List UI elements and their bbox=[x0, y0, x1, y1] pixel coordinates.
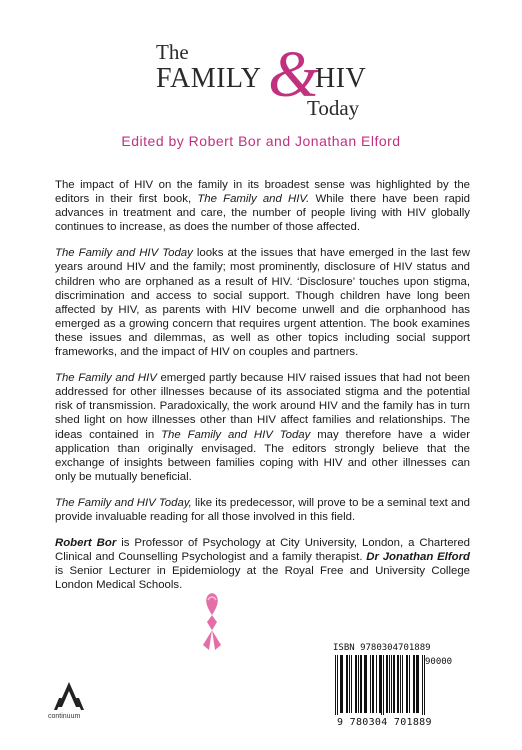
ean-digits: 9 780304 701889 bbox=[337, 717, 432, 728]
barcode-bar bbox=[342, 655, 343, 713]
barcode-bar bbox=[346, 655, 348, 713]
blurb-paragraph-2 bbox=[55, 246, 470, 359]
barcode-bar bbox=[402, 655, 403, 713]
book-title-italic: The Family and HIV Today, bbox=[55, 496, 192, 509]
barcode-bar bbox=[422, 655, 423, 715]
author-bios bbox=[55, 536, 470, 592]
text-run: is Senior Lecturer in Epidemiology at the Royal Free and University College London Medical Schools. bbox=[55, 565, 470, 592]
barcode-bar bbox=[372, 655, 374, 713]
barcode-bar bbox=[358, 655, 359, 713]
text-run: like its predecessor, will prove to be a seminal text and provide invaluable reading for all those involved in this field. bbox=[55, 496, 470, 523]
title-family: FAMILY bbox=[156, 63, 262, 94]
text-run: emerged partly because HIV raised issues that had not been addressed for other illnesses because of its associated stigma and the potential risk of transmission. Paradoxically, the work around HIV and the family has in turn shed light on how illnesses other than HIV affect families and relationships. The ideas contained in bbox=[55, 372, 471, 441]
barcode-bar bbox=[381, 655, 382, 715]
barcode-bar bbox=[364, 655, 366, 713]
barcode bbox=[333, 643, 467, 731]
cover-title bbox=[0, 40, 522, 125]
price-code: 90000 bbox=[425, 657, 453, 667]
book-title-italic: The Family and HIV bbox=[55, 372, 157, 385]
awareness-ribbon-icon bbox=[186, 588, 238, 658]
barcode-bar bbox=[379, 655, 381, 713]
barcode-bar bbox=[400, 655, 401, 713]
book-title-italic: The Family and HIV Today bbox=[161, 428, 311, 441]
barcode-bar bbox=[340, 655, 342, 713]
continuum-logo-icon bbox=[52, 680, 86, 712]
title-today: Today bbox=[307, 96, 360, 120]
barcode-bar bbox=[397, 655, 399, 713]
blurb-paragraph-4 bbox=[55, 496, 470, 524]
barcode-bar bbox=[416, 655, 418, 713]
barcode-bar bbox=[409, 655, 410, 713]
barcode-bar bbox=[360, 655, 362, 713]
barcode-bar bbox=[351, 655, 352, 713]
barcode-bar bbox=[335, 655, 336, 715]
barcode-bar bbox=[391, 655, 392, 713]
editors-line: Edited by Robert Bor and Jonathan Elford bbox=[121, 133, 401, 149]
title-hiv: HIV bbox=[315, 63, 367, 94]
barcode-bar bbox=[376, 655, 377, 713]
barcode-bar bbox=[393, 655, 395, 713]
blurb-paragraph-1 bbox=[55, 178, 470, 234]
barcode-bar bbox=[383, 655, 384, 715]
barcode-bar bbox=[389, 655, 390, 713]
blurb-paragraph-3 bbox=[55, 371, 470, 484]
barcode-bar bbox=[386, 655, 388, 713]
book-title-italic: The Family and HIV Today bbox=[55, 247, 193, 260]
isbn-number: ISBN 9780304701889 bbox=[333, 643, 431, 653]
author-name: Robert Bor bbox=[55, 537, 117, 550]
barcode-bar bbox=[355, 655, 357, 713]
text-run: looks at the issues that have emerged in the last few years around HIV and the family; most prominently, disclosure of HIV status and children who are orphaned as a result of HIV. ‘Disclosure’ touches upon stigma, discrimination and access to social support. Though children have long been affected by HIV, as parents with HIV become unwell and die orphanhood has emerged as a growing concern that requires urgent attention. The book examines these issues and dilemmas, as well as other topics including social support frameworks, and the impact of HIV on couples and partners. bbox=[55, 247, 470, 359]
barcode-bar bbox=[413, 655, 415, 713]
text-run: may therefore have a wider application than originally envisaged. The editors strongly believe that the exchange of insights between families coping with HIV and other illnesses can only be mutually beneficial. bbox=[55, 428, 471, 483]
author-name: Dr Jonathan Elford bbox=[366, 551, 470, 564]
barcode-bar bbox=[337, 655, 338, 715]
text-run: While there have been rapid advances in treatment and care, the number of people living with HIV globally continues to increase, as does the number of those affected. bbox=[55, 193, 470, 234]
barcode-bar bbox=[418, 655, 419, 713]
barcode-bar bbox=[370, 655, 371, 713]
book-title-italic: The Family and HIV. bbox=[197, 193, 310, 206]
text-run: is Professor of Psychology at City University, London, a Chartered Clinical and Counselling Psychologist and a family therapist. bbox=[55, 537, 470, 564]
barcode-bar bbox=[366, 655, 367, 713]
barcode-bar bbox=[406, 655, 408, 713]
blurb-text bbox=[55, 178, 470, 592]
title-ampersand: & bbox=[268, 38, 320, 111]
title-the: The bbox=[156, 40, 189, 64]
publisher-name: continuum bbox=[48, 713, 81, 720]
barcode-bar bbox=[349, 655, 350, 713]
text-run: The impact of HIV on the family in its broadest sense was highlighted by the editors in their first book, bbox=[55, 179, 470, 206]
